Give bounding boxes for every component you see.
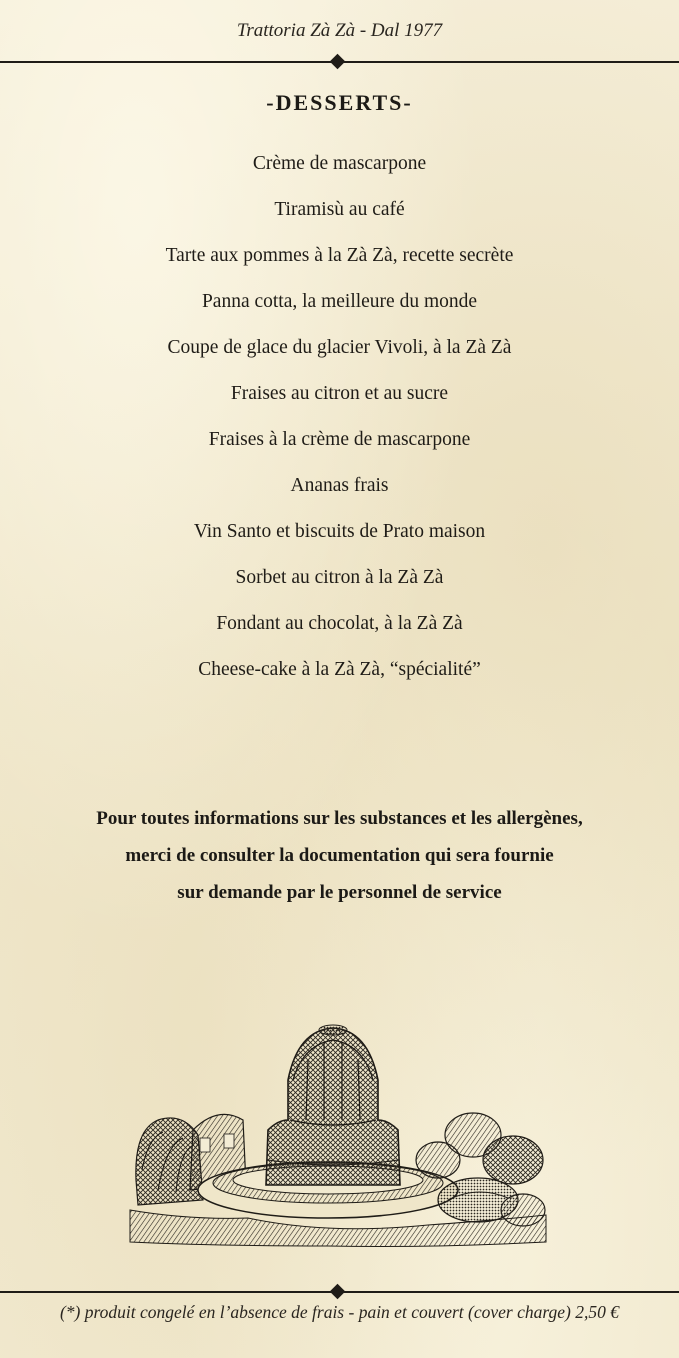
menu-item: Tarte aux pommes à la Zà Zà, recette secrète — [165, 245, 514, 266]
bottom-divider-diamond-icon — [330, 1284, 346, 1300]
menu-item: Tiramisù au café — [274, 199, 405, 220]
menu-item: Panna cotta, la meilleure du monde — [201, 291, 478, 312]
menu-item: Coupe de glace du glacier Vivoli, à la Zà Zà — [167, 337, 512, 358]
menu-item: Ananas frais — [290, 475, 389, 496]
dessert-menu-list — [0, 150, 679, 702]
restaurant-title: Trattoria Zà Zà - Dal 1977 — [236, 20, 443, 41]
allergen-notice-line: merci de consulter la documentation qui sera fournie — [125, 845, 554, 866]
menu-item: Fraises à la crème de mascarpone — [208, 429, 471, 450]
dessert-engraving-illustration-icon — [128, 1020, 548, 1250]
menu-item: Fraises au citron et au sucre — [230, 383, 449, 404]
allergen-notice-line: sur demande par le personnel de service — [177, 882, 502, 903]
menu-item: Sorbet au citron à la Zà Zà — [235, 567, 444, 588]
footer-note: (*) produit congelé en l’absence de frais - pain et couvert (cover charge) 2,50 € — [59, 1302, 620, 1322]
allergen-notice-line: Pour toutes informations sur les substances et les allergènes, — [96, 808, 583, 829]
menu-item: Crème de mascarpone — [252, 153, 427, 174]
menu-item: Cheese-cake à la Zà Zà, “spécialité” — [198, 659, 481, 680]
section-title: -DESSERTS- — [266, 90, 413, 115]
menu-item: Fondant au chocolat, à la Zà Zà — [216, 613, 463, 634]
menu-item: Vin Santo et biscuits de Prato maison — [193, 521, 486, 542]
allergen-notice — [0, 800, 679, 911]
top-divider-diamond-icon — [330, 54, 346, 70]
